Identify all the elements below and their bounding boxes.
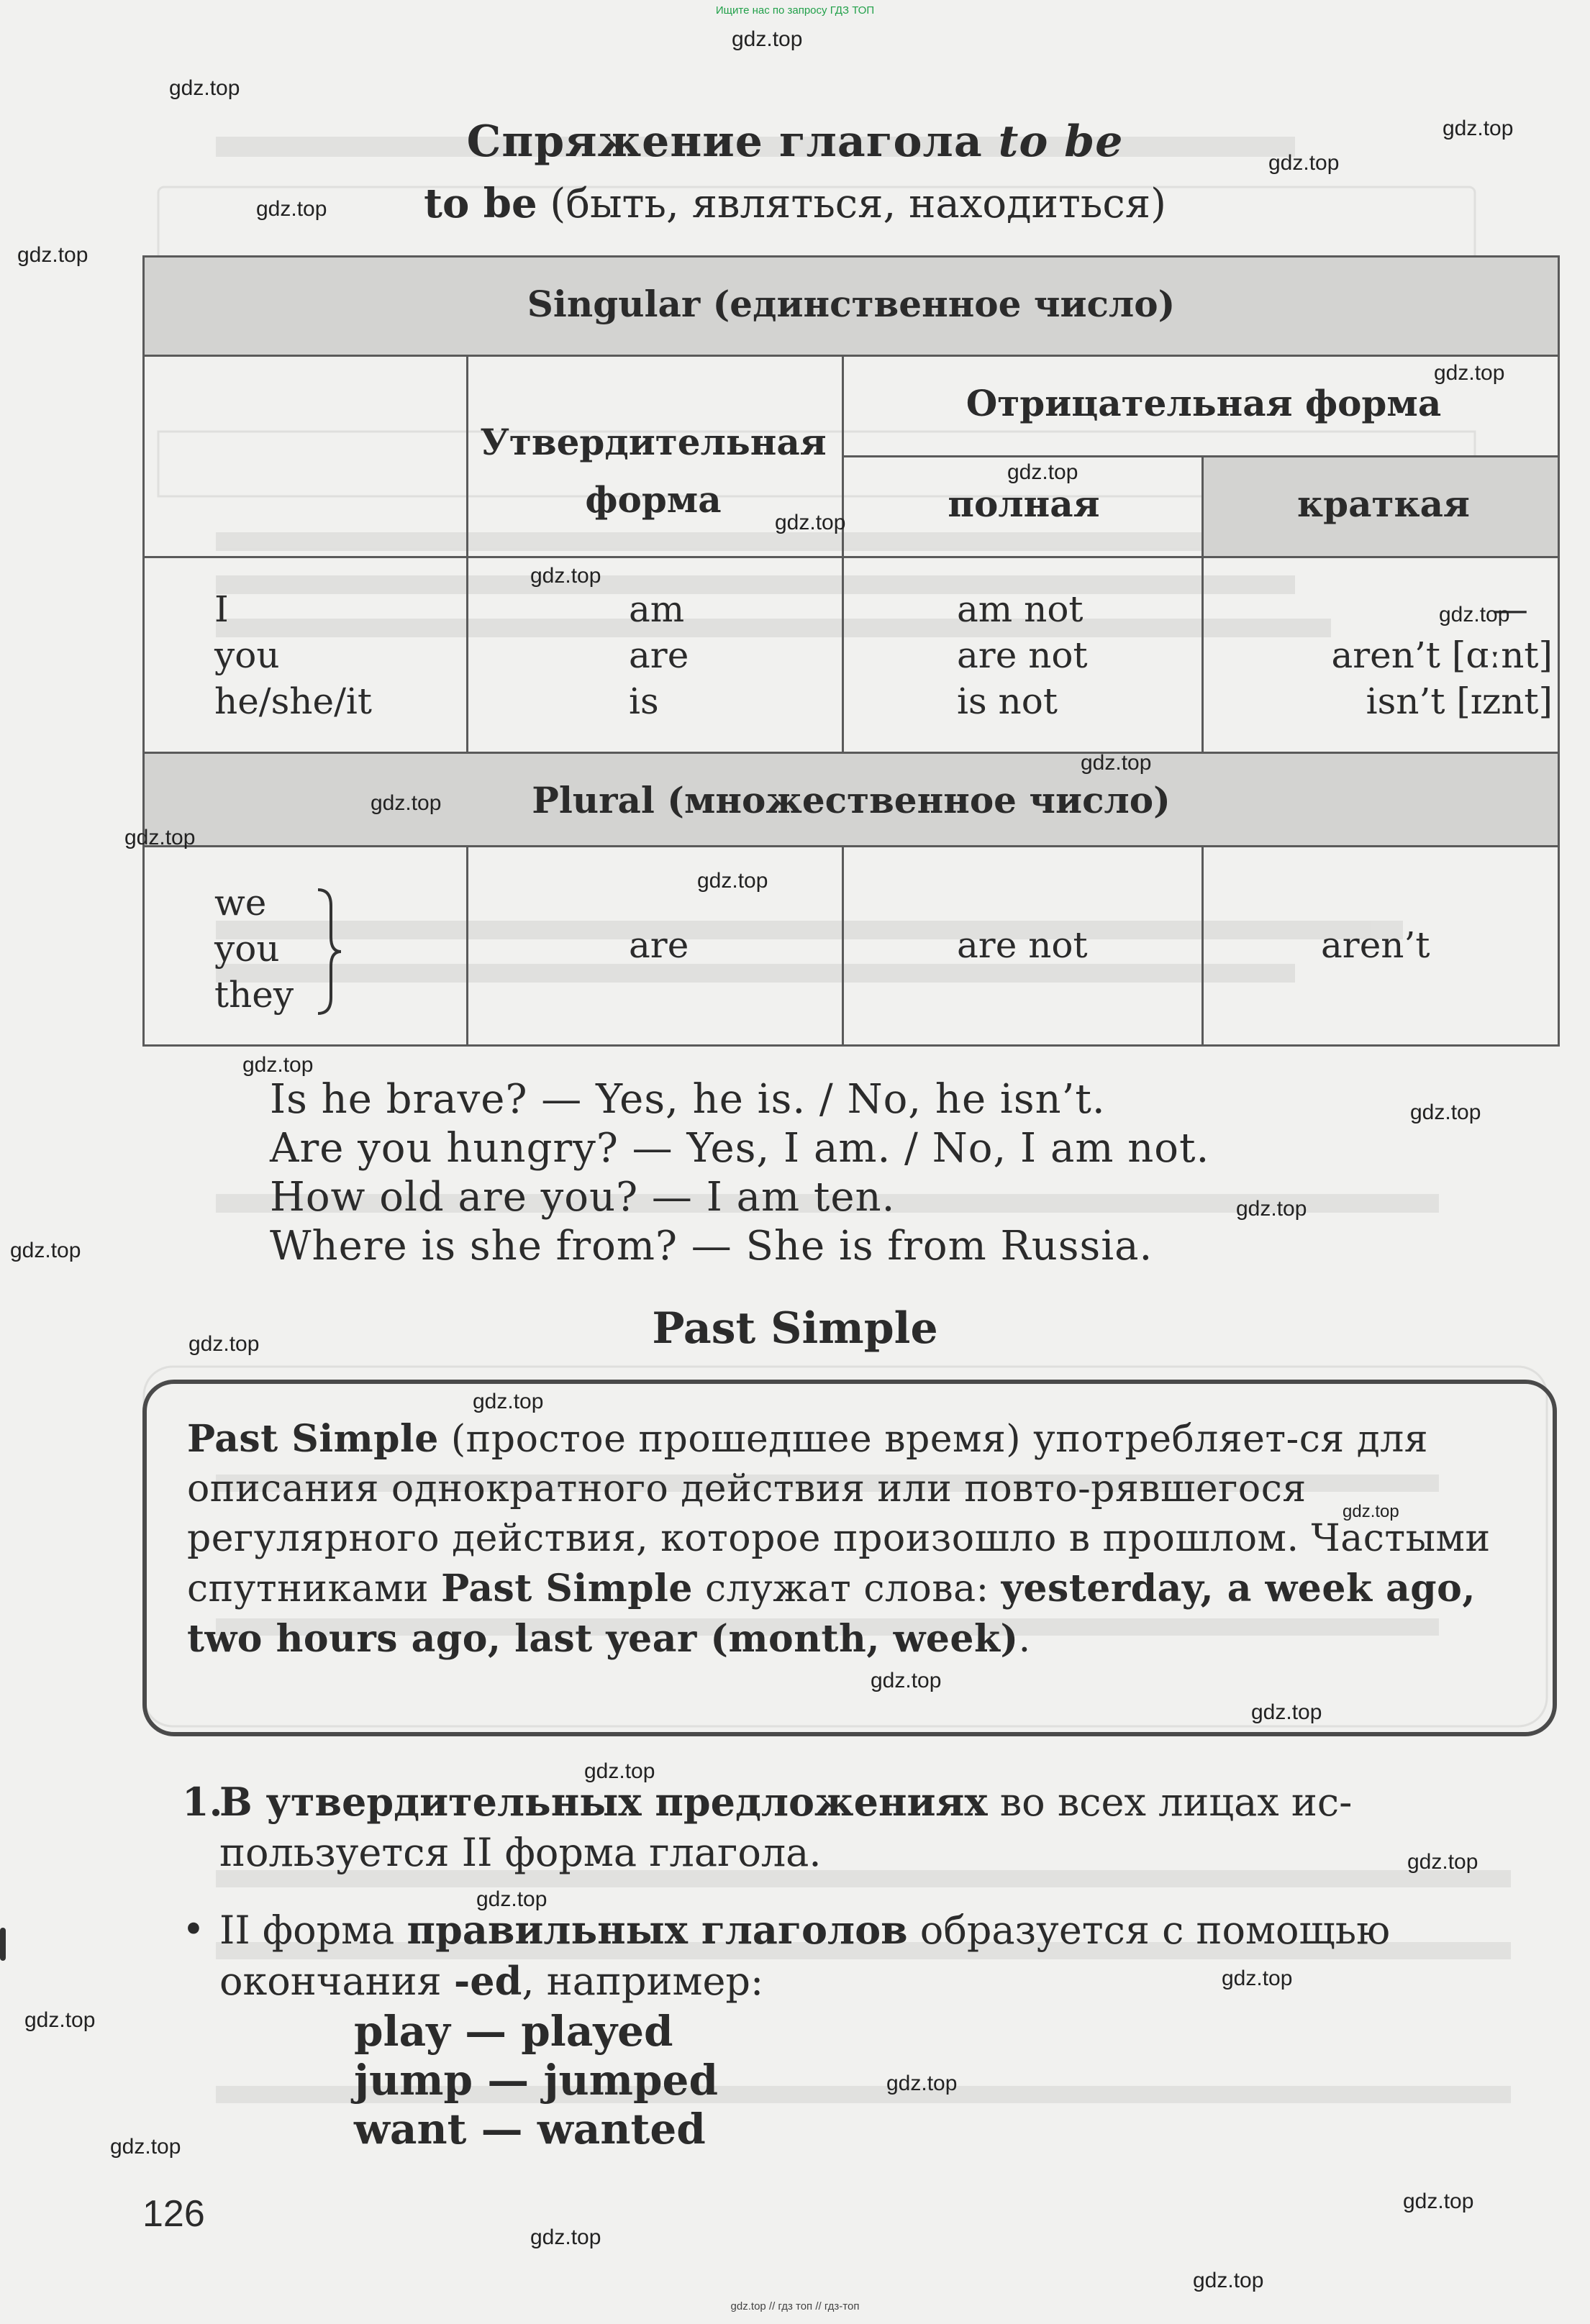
watermark-link[interactable]: gdz.top — [188, 1332, 260, 1356]
watermark-link[interactable]: gdz.top — [530, 564, 601, 588]
bullet-icon: • — [182, 1907, 205, 1952]
watermark-link[interactable]: gdz.top — [1193, 2269, 1264, 2292]
negative-short-header: краткая — [1297, 483, 1470, 525]
plural-negative-full: are not — [957, 924, 1088, 966]
watermark-link[interactable]: gdz.top — [1410, 1101, 1481, 1124]
rule-text: (простое прошедшее время) употребляет-ся для описания однократного действия или повто-рявшегося регулярного действия, которое произошло в прошлом. Частыми спутниками — [187, 1418, 1491, 1610]
page-title — [0, 117, 1590, 167]
short-arent: aren’t [ɑːnt] — [1331, 634, 1553, 676]
point-text-a: II форма — [219, 1908, 407, 1953]
watermark-link[interactable]: gdz.top — [1343, 1502, 1399, 1521]
point-text-b: образуется с помощью окончания — [219, 1908, 1391, 2004]
plural-affirmative: are — [629, 924, 689, 966]
rule-point-2 — [182, 1905, 1563, 2007]
table-rule — [142, 355, 1560, 357]
pronoun-you: you — [214, 634, 280, 676]
form-are: are — [629, 634, 689, 676]
watermark-link[interactable]: gdz.top — [1007, 460, 1078, 484]
singular-header: Singular (единственное число) — [527, 283, 1176, 325]
table-column-rule — [842, 355, 844, 752]
watermark-link[interactable]: gdz.top — [1251, 1700, 1322, 1724]
rule-term-2: Past Simple — [441, 1567, 693, 1610]
watermark-link[interactable]: gdz.top — [886, 2072, 958, 2095]
watermark-link[interactable]: gdz.top — [17, 243, 88, 267]
watermark-link[interactable]: gdz.top — [1439, 603, 1510, 626]
watermark-link[interactable]: gdz.top — [1407, 1850, 1478, 1874]
watermark-link[interactable]: gdz.top — [110, 2135, 181, 2159]
title-main: Спряжение глагола — [466, 117, 999, 167]
rule-text-2: служат слова: — [692, 1567, 1001, 1610]
bottom-note: gdz.top // гдз топ // гдз-топ — [730, 2300, 860, 2312]
title-italic: to be — [998, 117, 1124, 167]
subtitle-verb: to be — [424, 180, 537, 227]
negative-header: Отрицательная форма — [966, 382, 1442, 424]
table-column-rule — [842, 845, 844, 1047]
page-subtitle — [0, 180, 1590, 227]
watermark-link[interactable]: gdz.top — [10, 1239, 81, 1262]
form-am-not: am not — [957, 588, 1084, 630]
pronoun-he-she-it: he/she/it — [214, 680, 373, 722]
example-line: How old are you? — I am ten. — [270, 1174, 896, 1221]
singular-affirmative — [629, 586, 689, 724]
watermark-link[interactable]: gdz.top — [1268, 151, 1340, 175]
rule-time-markers: yesterday, a week ago, two hours ago, last year (month, week) — [187, 1567, 1476, 1661]
plural-header: Plural (множественное число) — [532, 779, 1171, 821]
section-title: Past Simple — [652, 1303, 938, 1354]
singular-negative-full — [957, 586, 1088, 724]
point-ending: -ed — [453, 1958, 522, 2004]
form-are-not: are not — [957, 634, 1088, 676]
pronoun-i: I — [214, 588, 229, 630]
rule-text-3: . — [1018, 1618, 1031, 1661]
watermark-link[interactable]: gdz.top — [871, 1669, 942, 1692]
example-line: Are you hungry? — Yes, I am. / No, I am not. — [270, 1125, 1210, 1172]
watermark-link[interactable]: gdz.top — [24, 2008, 96, 2032]
rule-point-1 — [182, 1777, 1563, 1878]
point-rest: во всех лицах ис-пользуется II форма глагола. — [219, 1780, 1353, 1875]
table-column-rule — [1201, 455, 1204, 752]
short-none: — — [1492, 588, 1528, 630]
watermark-link[interactable]: gdz.top — [124, 826, 196, 849]
table-border-bottom — [142, 1044, 1560, 1047]
table-column-rule — [466, 845, 468, 1047]
watermark-link[interactable]: gdz.top — [732, 27, 803, 51]
watermark-link[interactable]: gdz.top — [1236, 1197, 1307, 1221]
table-rule — [142, 845, 1560, 847]
table-column-rule — [466, 355, 468, 752]
subtitle-meaning: (быть, являться, находиться) — [537, 181, 1166, 227]
rule-box — [142, 1380, 1557, 1736]
point-bold: правильных глаголов — [406, 1907, 908, 1953]
table-border-left — [142, 255, 145, 1047]
point-number: 1. — [182, 1779, 223, 1825]
form-am: am — [629, 588, 685, 630]
table-rule — [142, 556, 1560, 558]
plural-negative-short: aren’t — [1321, 924, 1430, 966]
point-bold: В утвердительных предложениях — [219, 1779, 988, 1825]
table-rule — [142, 752, 1560, 754]
verb-example: play — played — [354, 2007, 673, 2056]
watermark-link[interactable]: gdz.top — [473, 1390, 544, 1413]
watermark-link[interactable]: gdz.top — [775, 511, 846, 534]
verb-example: jump — jumped — [354, 2056, 718, 2105]
watermark-link[interactable]: gdz.top — [256, 197, 327, 221]
watermark-link[interactable]: gdz.top — [1081, 751, 1152, 775]
watermark-link[interactable]: gdz.top — [530, 2225, 601, 2249]
verb-example: want — wanted — [354, 2105, 706, 2154]
watermark-link[interactable]: gdz.top — [584, 1759, 655, 1783]
pronoun-we: we — [214, 882, 267, 924]
pronoun-you-plural: you — [214, 928, 280, 970]
affirmative-header: Утвердительная форма — [480, 421, 827, 521]
watermark-link[interactable]: gdz.top — [1443, 117, 1514, 140]
watermark-link[interactable]: gdz.top — [1434, 361, 1505, 385]
form-is: is — [629, 680, 659, 722]
table-rule — [842, 455, 1560, 457]
example-line: Is he brave? — Yes, he is. / No, he isn’t. — [270, 1076, 1106, 1123]
watermark-link[interactable]: gdz.top — [1403, 2189, 1474, 2213]
table-border-right — [1558, 255, 1560, 1047]
watermark-link[interactable]: gdz.top — [476, 1887, 548, 1911]
verb-examples — [354, 2007, 718, 2154]
example-line: Where is she from? — She is from Russia. — [270, 1223, 1153, 1270]
watermark-link[interactable]: gdz.top — [1222, 1967, 1293, 1990]
plural-pronouns — [214, 880, 294, 1018]
watermark-link[interactable]: gdz.top — [697, 869, 768, 893]
binding-mark — [0, 1928, 6, 1961]
point-text — [219, 1905, 1563, 2007]
table-border-top — [142, 255, 1560, 258]
singular-pronouns — [214, 586, 372, 724]
pronoun-they: they — [214, 974, 294, 1016]
watermark-link[interactable]: gdz.top — [242, 1053, 314, 1077]
table-column-rule — [1201, 845, 1204, 1047]
point-text — [219, 1777, 1563, 1878]
watermark-link[interactable]: gdz.top — [371, 791, 442, 815]
point-text-c: , например: — [522, 1959, 764, 2004]
example-dialogues — [270, 1075, 1209, 1271]
rule-term: Past Simple — [187, 1417, 439, 1461]
watermark-link[interactable]: gdz.top — [169, 76, 240, 100]
negative-full-header: полная — [948, 483, 1100, 525]
short-isnt: isn’t [ɪznt] — [1366, 680, 1553, 722]
form-is-not: is not — [957, 680, 1058, 722]
top-search-note: Ищите нас по запросу ГДЗ ТОП — [715, 4, 875, 17]
conjugation-table — [142, 255, 1560, 1047]
plural-brace-icon — [315, 887, 344, 1016]
page-number: 126 — [142, 2193, 205, 2235]
